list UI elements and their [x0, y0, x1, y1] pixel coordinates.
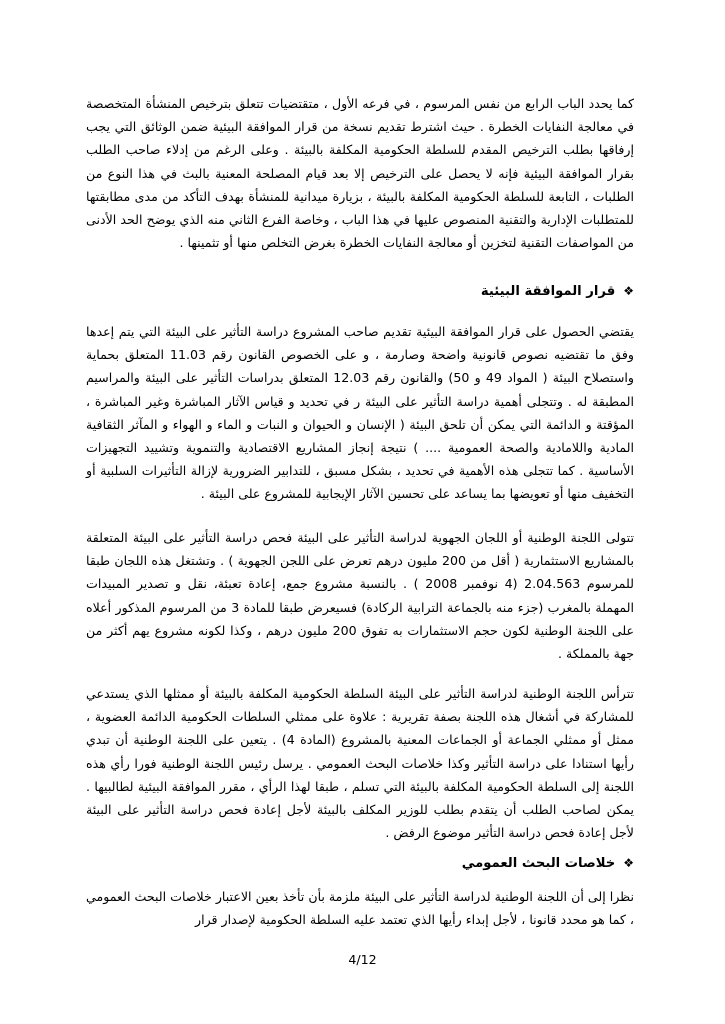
heading-label: قرار الموافقة البيئية	[480, 284, 616, 299]
paragraph-committees: تتولى اللجنة الوطنية أو اللجان الجهوية لدراسة التأثير على البيئة فحص دراسة التأثير على البيئة المتعلقة بالمشاريع الاستثمارية ( أقل من 200 مليون درهم تعرض على اللجن الجهوية ) . وتشتغل هذه اللجان طبقا للمرسوم 2.04.563 (4 نوفمبر 2008 ) . بالنسبة مشروع جمع، إعادة تعبئة، نقل و تصدير المبيدات المهملة بالمغرب (جزء منه بالجماعة الترابية الركادة) فسيعرض طبقا للمادة 3 من المرسوم المذكور أعلاه على اللجنة الوطنية لكون حجم الاستثمارات به تفوق 200 مليون درهم ، وكذا لكونه مشروع يهم أكثر من جهة بالمملكة .	[86, 530, 634, 662]
heading-environmental-approval	[481, 281, 634, 302]
paragraph-licensing-hazardous-waste: كما يحدد الباب الرابع من نفس المرسوم ، في فرعه الأول ، متقتضيات تتعلق بترخيص المنشأة المتخصصة في معالجة النفايات الخطرة . حيث اشترط تقديم نسخة من قرار الموافقة البيئية ضمن الوثائق التي يجب إرفاقها بطلب الترخيص المقدم للسلطة الحكومية المكلفة بالبيئة . وعلى الرغم من إدلاء صاحب الطلب بقرار الموافقة البيئية فإنه لا يحصل على الترخيص إلا بعد قيام المصلحة المعنية بالبث في هذا النوع من الطلبات ، التابعة للسلطة الحكومية المكلفة بالبيئة ، بزيارة ميدانية للمنشأة بهدف التأكد من مدى مطابقتها للمتطلبات الإدارية والتقنية المنصوص عليها في هذا الباب ، وخاصة الفرع الثاني منه الذي يوضح الحد الأدنى من المواصفات التقنية لتخزين أو معالجة النفايات الخطرة بغرض التخلص منها أو تثمينها .	[86, 96, 634, 251]
heading-public-inquiry	[462, 853, 634, 874]
paragraph-public-inquiry: نظرا إلى أن اللجنة الوطنية لدراسة التأثير على البيئة ملزمة بأن تأخذ بعين الاعتبار خلاصات البحث العمومي ، كما هو محدد قانونا ، لأجل إبداء رأيها الذي تعتمد عليه السلطة الحكومية لإصدار قرار	[86, 889, 634, 928]
diamond-bullet-icon: ❖	[623, 856, 634, 870]
paragraph-impact-study: يقتضي الحصول على قرار الموافقة البيئية تقديم صاحب المشروع دراسة التأثير على البيئة التي يتم إعدها وفق ما تقتضيه نصوص قانونية واضحة وصارمة ، و على الخصوص القانون رقم 11.03 المتعلق بحماية واستصلاح البيئة ( المواد 49 و 50) والقانون رقم 12.03 المتعلق بدراسات التأثير على البيئة والمراسيم المطبقة له . وتتجلى أهمية دراسة التأثير على البيئة ر في تحديد و قياس الآثار المباشرة وغير المباشرة ، المؤقتة و الدائمة التي يمكن أن تلحق البيئة ( الإنسان و الحيوان و النبات و الماء و الهواء و المآثر الثقافية المادية واللامادية والصحة العمومية .... ) نتيجة إنجاز المشاريع الاقتصادية والتنموية وتشييد التجهيزات الأساسية . كما تتجلى هذه الأهمية في تحديد ، بشكل مسبق ، للتدابير الضرورية لإزالة التأثيرات السلبية أو التخفيف منها أو تعويضها بما يساعد على تحسين الآثار الإيجابية للمشروع على البيئة .	[86, 324, 634, 502]
heading-label: خلاصات البحث العمومي	[461, 856, 616, 871]
page-number: 4/12	[348, 952, 377, 967]
diamond-bullet-icon: ❖	[623, 284, 634, 298]
paragraph-national-committee: تترأس اللجنة الوطنية لدراسة التأثير على البيئة السلطة الحكومية المكلفة بالبيئة أو ممثلها الذي يستدعي للمشاركة في أشغال هذه اللجنة بصفة تقريرية : علاوة على ممثلي السلطات الحكومية الدائمة العضوية ، ممثل أو ممثلي الجماعة أو الجماعات المعنية بالمشروع (المادة 4) . يتعين على اللجنة الوطنية أن تبدي رأيها استنادا على دراسة التأثير وكذا خلاصات البحث العمومي . يرسل رئيس اللجنة الوطنية فورا رأي هذه اللجنة إلى السلطة الحكومية المكلفة بالبيئة التي تسلم ، طبقا لهذا الرأي ، مقرر الموافقة البيئية لطالبيها . يمكن لصاحب الطلب أن يتقدم بطلب للوزير المكلف بالبيئة لأجل إعادة فحص دراسة التأثير على البيئة لأجل إعادة فحص دراسة التأثير موضوع الرفض .	[86, 686, 634, 841]
